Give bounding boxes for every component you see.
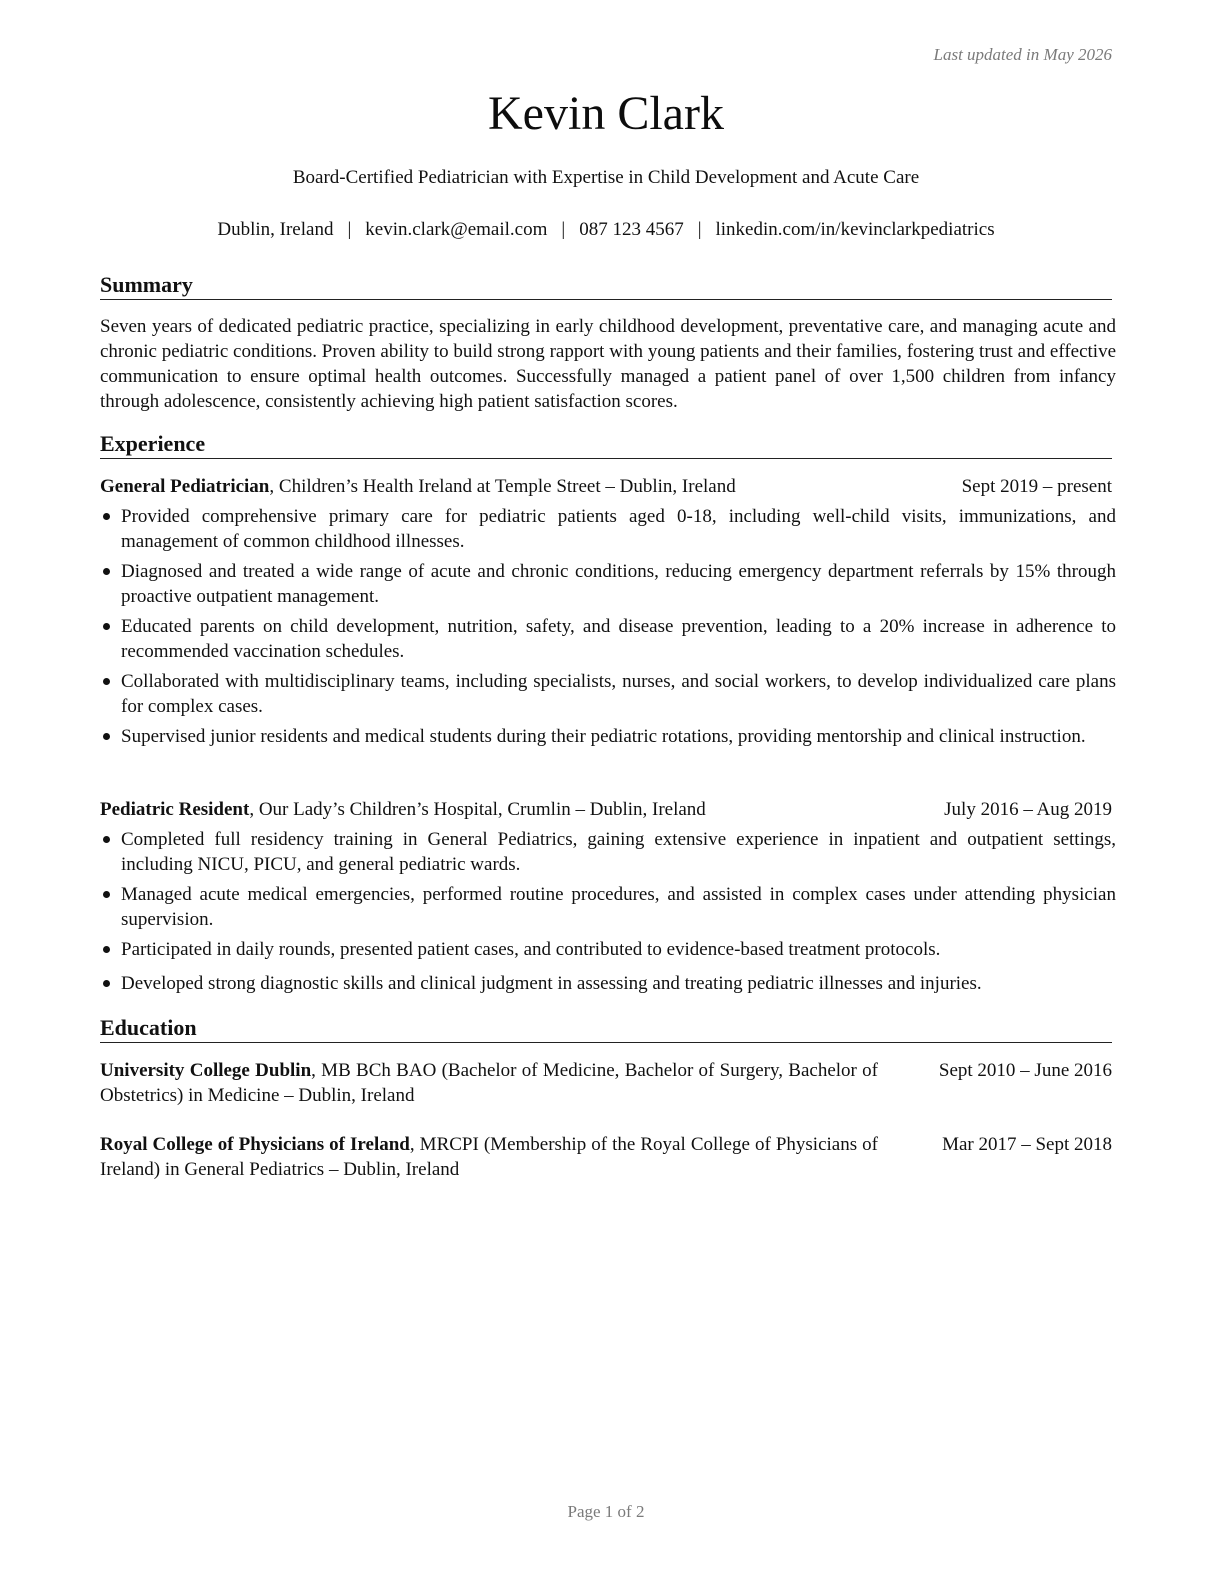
section-title-summary: Summary	[100, 271, 1112, 300]
contact-separator: |	[697, 219, 702, 240]
list-item: Supervised junior residents and medical students during their pediatric rotations, providing mentorship and clinical instruction.	[100, 724, 1116, 749]
education-entry	[100, 1132, 1112, 1182]
job-role: Pediatric Resident	[100, 799, 250, 820]
education-dates: Sept 2010 – June 2016	[938, 1060, 1112, 1081]
job-dates: July 2016 – Aug 2019	[944, 799, 1112, 820]
contact-location: Dublin, Ireland	[217, 219, 334, 240]
job-bullet-list	[100, 827, 1116, 1001]
list-item: Educated parents on child development, nutrition, safety, and disease prevention, leading to a 20% increase in adherence to recommended vaccination schedules.	[100, 614, 1116, 664]
bullet-dot-icon	[103, 678, 110, 685]
candidate-tagline: Board-Certified Pediatrician with Expertise in Child Development and Acute Care	[292, 167, 920, 188]
bullet-dot-icon	[103, 946, 110, 953]
bullet-dot-icon	[103, 836, 110, 843]
bullet-dot-icon	[103, 891, 110, 898]
section-title-experience: Experience	[100, 430, 1112, 459]
page-number: Page 1 of 2	[567, 1502, 645, 1521]
list-item: Provided comprehensive primary care for pediatric patients aged 0-18, including well-child visits, immunizations, and management of common childhood illnesses.	[100, 504, 1116, 554]
education-detail: , MRCPI (Membership of the Royal College of Physicians of Ireland) in General Pediatrics – Dublin, Ireland	[100, 1134, 878, 1180]
bullet-dot-icon	[103, 623, 110, 630]
job-organization: , Our Lady’s Children’s Hospital, Crumlin – Dublin, Ireland	[249, 799, 706, 820]
education-school: Royal College of Physicians of Ireland	[100, 1134, 410, 1155]
summary-text: Seven years of dedicated pediatric practice, specializing in early childhood development, preventative care, and managing acute and chronic pediatric conditions. Proven ability to build strong rapport with young patients and their families, fostering trust and effective communication to ensure optimal health outcomes. Successfully managed a patient panel of over 1,500 children from infancy through adolescence, consistently achieving high patient satisfaction scores.	[100, 316, 1116, 412]
list-item: Collaborated with multidisciplinary teams, including specialists, nurses, and social workers, to develop individualized care plans for complex cases.	[100, 669, 1116, 719]
education-detail: , MB BCh BAO (Bachelor of Medicine, Bachelor of Surgery, Bachelor of Obstetrics) in Medicine – Dublin, Ireland	[100, 1060, 878, 1106]
bullet-dot-icon	[103, 568, 110, 575]
bullet-dot-icon	[103, 733, 110, 740]
candidate-name: Kevin Clark	[488, 87, 724, 140]
list-item: Diagnosed and treated a wide range of acute and chronic conditions, reducing emergency department referrals by 15% through proactive outpatient management.	[100, 559, 1116, 609]
contact-email[interactable]: kevin.clark@email.com	[365, 219, 548, 240]
education-entry	[100, 1058, 1112, 1108]
contact-separator: |	[347, 219, 352, 240]
job-bullet-list	[100, 504, 1116, 754]
job-organization: , Children’s Health Ireland at Temple Street – Dublin, Ireland	[269, 476, 736, 497]
job-header	[100, 797, 1112, 822]
job-header	[100, 474, 1112, 499]
bullet-dot-icon	[103, 980, 110, 987]
contact-separator: |	[561, 219, 566, 240]
education-school: University College Dublin	[100, 1060, 312, 1081]
contact-linkedin[interactable]: linkedin.com/in/kevinclarkpediatrics	[715, 219, 995, 240]
list-item: Participated in daily rounds, presented patient cases, and contributed to evidence-based treatment protocols.	[100, 937, 1116, 962]
job-dates: Sept 2019 – present	[961, 476, 1112, 497]
resume-page	[100, 0, 1116, 1584]
list-item: Completed full residency training in General Pediatrics, gaining extensive experience in inpatient and outpatient settings, including NICU, PICU, and general pediatric wards.	[100, 827, 1116, 877]
list-item: Managed acute medical emergencies, performed routine procedures, and assisted in complex cases under attending physician supervision.	[100, 882, 1116, 932]
contact-phone: 087 123 4567	[579, 219, 684, 240]
section-title-education: Education	[100, 1014, 1112, 1043]
bullet-dot-icon	[103, 513, 110, 520]
job-role: General Pediatrician	[100, 476, 270, 497]
education-dates: Mar 2017 – Sept 2018	[942, 1134, 1112, 1155]
list-item: Developed strong diagnostic skills and clinical judgment in assessing and treating pediatric illnesses and injuries.	[100, 971, 1116, 996]
contact-line	[100, 219, 1112, 241]
last-updated-note: Last updated in May 2026	[933, 45, 1112, 64]
